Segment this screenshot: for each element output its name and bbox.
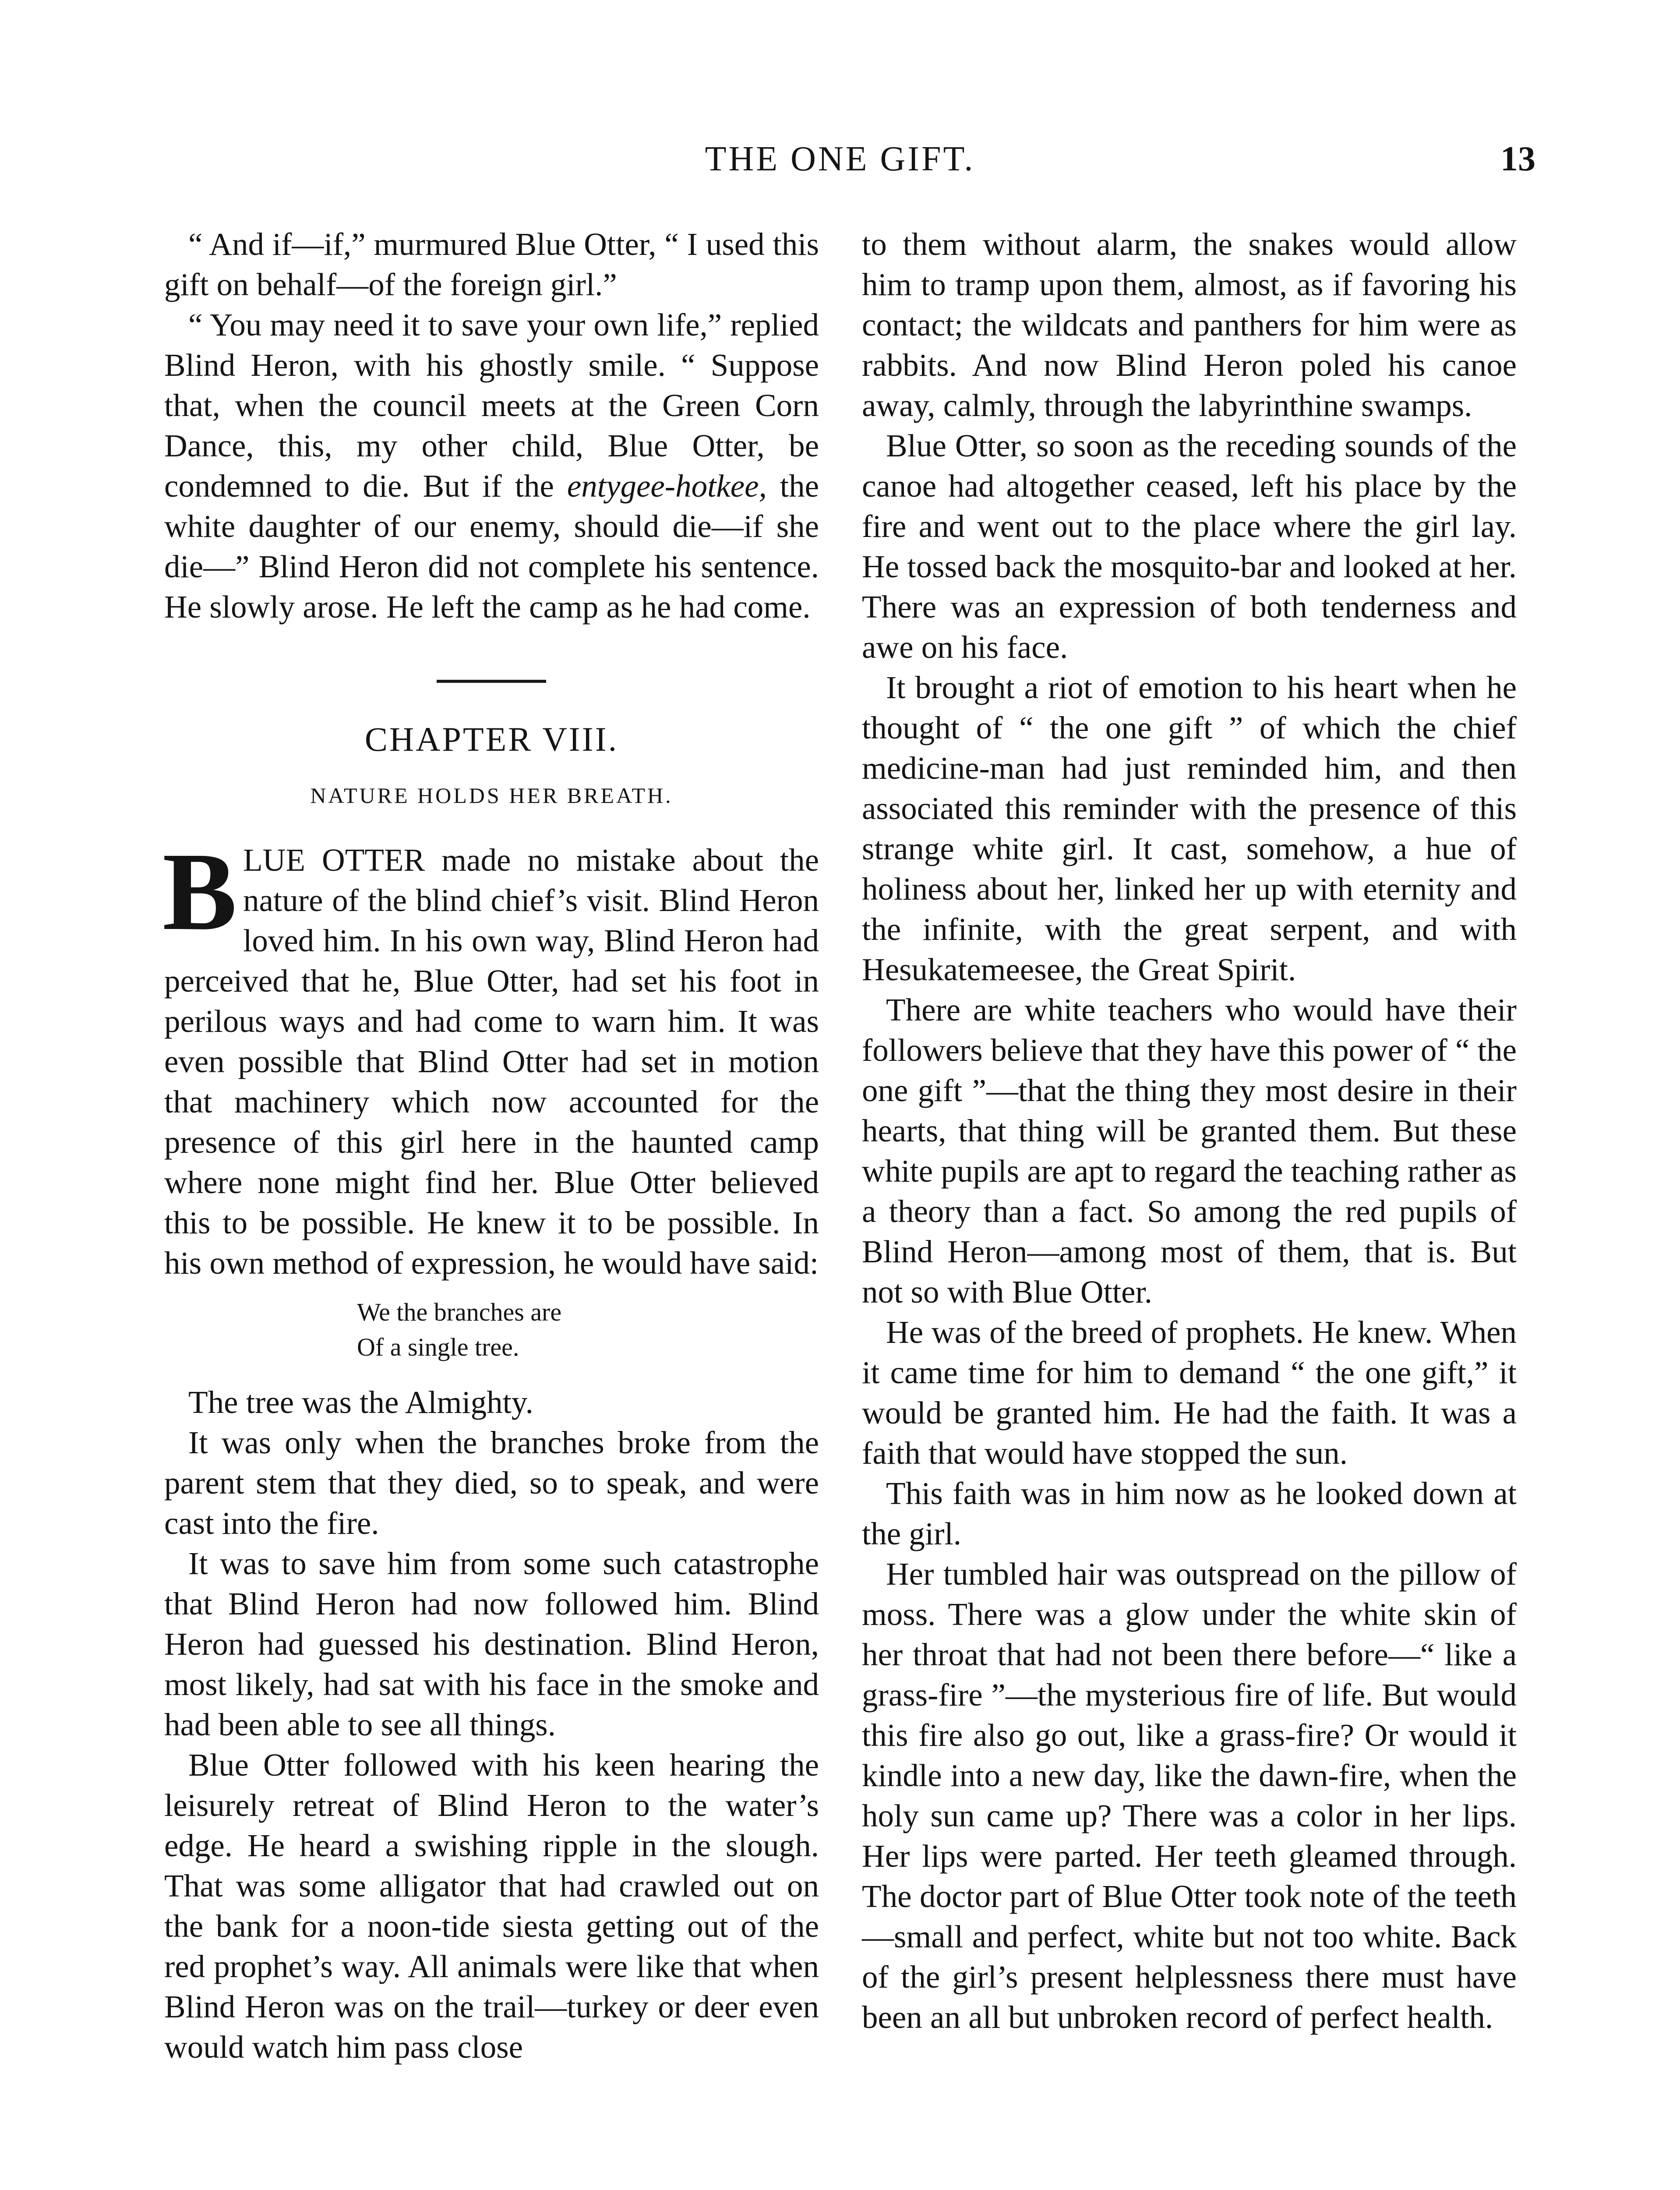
paragraph: Blue Otter followed with his keen hearing the leisurely retreat of Blind Heron to the water’s edge. He heard a swishing ripple in the slough. That was some alligator that had crawled out on the bank for a noon-tide siesta getting out of the red prophet’s way. All animals were like that when Blind Heron was on the trail—turkey or deer even would watch him pass close bbox=[164, 1747, 819, 2065]
paragraph: Her tumbled hair was outspread on the pillow of moss. There was a glow under the white skin of her throat that had not been there before—“ like a grass-fire ”—the mysterious fire of life. But would this fire also go out, like a grass-fire? Or would it kindle into a new day, like the dawn-fire, when the holy sun came up? There was a color in her lips. Her lips were parted. Her teeth gleamed through. The doctor part of Blue Otter took note of the teeth —small and perfect, white but not too white. Back of the girl’s present helplessness there must have been an all but unbroken record of perfect health. bbox=[862, 1556, 1517, 2035]
paragraph-text: LUE OTTER made no mistake about the nature of the blind chief’s visit. Blind Heron loved him. In his own way, Blind Heron had perceived that he, Blue Otter, had set his foot in perilous ways and had come to warn him. It was even possible that Blind Otter had set in motion that machinery which now accounted for the presence of this girl here in the haunted camp where none might find her. Blue Otter believed this to be possible. He knew it to be possible. In his own method of expression, he would have said: bbox=[164, 842, 819, 1281]
section-divider bbox=[164, 627, 819, 719]
paragraph: “ And if—if,” murmured Blue Otter, “ I used this gift on behalf—of the foreign girl.” bbox=[164, 226, 819, 302]
right-column bbox=[862, 224, 1517, 2038]
running-title: THE ONE GIFT. bbox=[705, 140, 975, 178]
chapter-subtitle: NATURE HOLDS HER BREATH. bbox=[310, 783, 673, 808]
paragraph: The tree was the Almighty. bbox=[188, 1385, 533, 1420]
paragraph: This faith was in him now as he looked down at the girl. bbox=[862, 1476, 1517, 1551]
verse-line: We the branches are bbox=[357, 1298, 562, 1326]
paragraph-text: “ You may need it to save your own life,” replied Blind Heron, with his ghostly smile. “ Suppose that, when the council meets at the Green Corn Dance, this, my other child, Blue Otter, be condemned to die. But if the bbox=[164, 307, 819, 504]
paragraph: He was of the breed of prophets. He knew. When it came time for him to demand “ the one gift,” it would be granted him. He had the faith. It was a faith that would have stopped the sun. bbox=[862, 1314, 1517, 1471]
paragraph: It brought a riot of emotion to his heart when he thought of “ the one gift ” of which the chief medicine-man had just reminded him, and then associated this reminder with the presence of this strange white girl. It cast, somehow, a hue of holiness about her, linked her up with eternity and the infinite, with the great serpent, and with Hesukatemeesee, the Great Spirit. bbox=[862, 670, 1517, 987]
paragraph: Blue Otter, so soon as the receding sounds of the canoe had altogether ceased, left his place by the fire and went out to the place where the girl lay. He tossed back the mosquito-bar and looked at her. There was an expression of both tenderness and awe on his face. bbox=[862, 428, 1517, 665]
page-number: 13 bbox=[1500, 140, 1535, 178]
paragraph: There are white teachers who would have their followers believe that they have this power of “ the one gift ”—that the thing they most desire in their hearts, that thing will be granted them. But these white pupils are apt to regard the teaching rather as a theory than a fact. So among the red pupils of Blind Heron—among most of them, that is. But not so with Blue Otter. bbox=[862, 992, 1517, 1310]
paragraph: It was to save him from some such catastrophe that Blind Heron had now followed him. Blind Heron had guessed his destination. Blind Heron, most likely, had sat with his face in the smoke and had been able to see all things. bbox=[164, 1546, 819, 1742]
chapter-opening-paragraph bbox=[162, 830, 819, 1283]
paragraph-continuation: to them without alarm, the snakes would allow him to tramp upon them, almost, as if favoring his contact; the wildcats and panthers for him were as rabbits. And now Blind Heron poled his canoe away, calmly, through the labyrinthine swamps. bbox=[862, 226, 1517, 423]
paragraph-text: the white daughter of our enemy, should die—if she die—” Blind Heron did not complete his sentence. He slowly arose. He left the camp as he had come. bbox=[164, 468, 819, 625]
running-header bbox=[0, 139, 1680, 187]
verse-line: Of a single tree. bbox=[357, 1333, 519, 1361]
paragraph: It was only when the branches broke from the parent stem that they died, so to speak, and were cast into the fire. bbox=[164, 1425, 819, 1541]
divider-rule bbox=[437, 680, 546, 683]
drop-cap: B bbox=[162, 830, 237, 954]
chapter-title: CHAPTER VIII. bbox=[364, 720, 619, 758]
verse bbox=[164, 1295, 819, 1365]
left-column bbox=[164, 224, 819, 2067]
paragraph bbox=[164, 305, 819, 627]
italic-phrase: entygee-hotkee, bbox=[567, 468, 767, 504]
